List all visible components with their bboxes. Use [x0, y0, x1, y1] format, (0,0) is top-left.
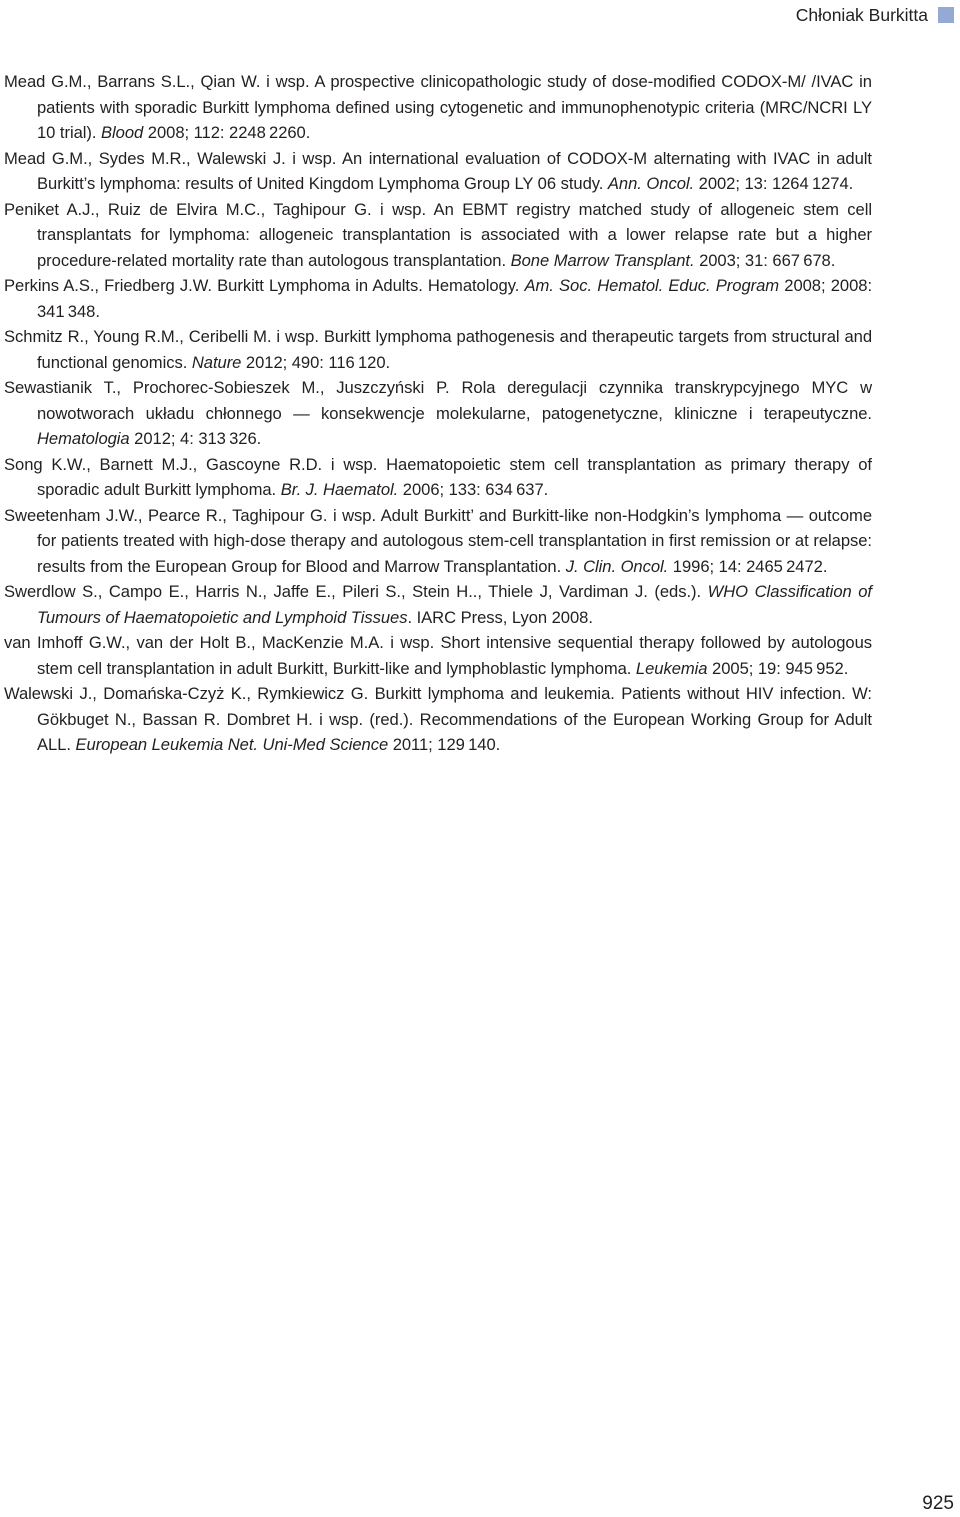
reference-italic-text: Ann.: [607, 174, 642, 193]
page-number: 925: [922, 1493, 954, 1514]
reference-text: Peniket A.J., Ruiz de Elvira M.C., Taghipour G. i wsp. An EBMT registry matched study of allogeneic stem cell transplantats for lymphoma: allogeneic transplantation is associated with a lower relapse rate but a higher procedure-related mortality rate than autologous transplantation.: [4, 199, 872, 270]
reference-text: 2005; 19: 945 952.: [707, 658, 849, 678]
reference-item: [4, 146, 872, 197]
reference-italic-text: WHO Classification of Tumours of Haematopoietic and Lymphoid Tissues: [37, 582, 872, 627]
reference-text: Swerdlow S., Campo E., Harris N., Jaffe E., Pileri S., Stein H.., Thiele J, Vardiman J. (eds.).: [4, 582, 708, 601]
reference-text: 2003; 31: 667 678.: [694, 250, 836, 270]
reference-text: Schmitz R., Young R.M., Ceribelli M. i wsp. Burkitt lymphoma pathogenesis and therapeutic targets from structural and functional genomics.: [4, 327, 872, 372]
reference-text: 1996; 14: 2465 2472.: [668, 556, 828, 576]
reference-italic-text: Blood: [101, 123, 144, 142]
reference-item: [4, 503, 872, 580]
reference-text: 2006; 133: 634 637.: [398, 480, 549, 499]
header-square-icon: [938, 7, 954, 23]
reference-italic-text: Hematologia: [37, 429, 130, 448]
reference-italic-text: Br. J. Haematol.: [280, 480, 399, 499]
reference-item: [4, 273, 872, 324]
reference-text: 2011; 129 140.: [388, 735, 501, 754]
reference-italic-text: Oncol.: [646, 174, 695, 193]
reference-italic-text: European Leukemia Net. Uni-Med Science: [75, 735, 389, 754]
reference-text: 2008; 112: 2248 2260.: [143, 123, 311, 142]
reference-text: van Imhoff G.W., van der Holt B., MacKenzie M.A. i wsp. Short intensive sequential therapy followed by autologous stem cell transplantation in adult Burkitt, Burkitt-like and lymphoblastic lymphoma.: [4, 633, 872, 678]
reference-list: [4, 69, 872, 758]
reference-item: [4, 375, 872, 452]
reference-italic-text: Leukemia: [635, 658, 708, 678]
reference-text: Mead G.M., Barrans S.L., Qian W. i wsp. A prospective clinicopathologic study of dose-modified CODOX-M/ /IVAC in patients with sporadic Burkitt lymphoma defined using cytogenetic and immunophenotypic criteria (MRC/NCRI LY 10 trial).: [4, 72, 872, 142]
reference-italic-text: Nature: [191, 352, 242, 372]
reference-italic-text: Bone Marrow Transplant.: [510, 250, 695, 270]
reference-text: Mead G.M., Sydes M.R., Walewski J. i wsp. An international evaluation of CODOX-M alternating with IVAC in adult Burkitt’s lymphoma: results of United Kingdom Lymphoma Group LY 06 study.: [4, 148, 872, 193]
reference-item: [4, 197, 872, 274]
running-header-title: Chłoniak Burkitta: [795, 5, 928, 25]
reference-text: 2008; 2008: 341 348.: [37, 276, 873, 321]
reference-item: [4, 579, 872, 630]
reference-text: Perkins A.S., Friedberg J.W. Burkitt Lymphoma in Adults. Hematology.: [4, 276, 525, 295]
reference-item: [4, 69, 872, 146]
running-header: [796, 4, 954, 26]
reference-italic-text: Am. Soc. Hematol. Educ. Program: [524, 276, 780, 295]
reference-item: [4, 452, 872, 503]
reference-text: 2002; 13: 1264 1274.: [694, 174, 854, 193]
reference-item: [4, 681, 872, 758]
reference-text: Sweetenham J.W., Pearce R., Taghipour G. i wsp. Adult Burkitt’ and Burkitt-like non-Hodgkin’s lymphoma — outcome for patients treated with high-dose therapy and autologous stem-cell transplantation in first remission or at relapse: results from the European Group for Blood and Marrow Transplantation.: [4, 505, 872, 576]
reference-text: Walewski J., Domańska-Czyż K., Rymkiewicz G. Burkitt lymphoma and leukemia. Patients without HIV infection. W: Gökbuget N., Bassan R. Dombret H. i wsp. (red.). Recommendations of the European Working Group for Adult ALL.: [4, 684, 872, 754]
reference-text: Sewastianik T., Prochorec-Sobieszek M., Juszczyński P. Rola deregulacji czynnika transkrypcyjnego MYC w nowotworach układu chłonnego — konsekwencje molekularne, patogenetyczne, kliniczne i terapeutyczne.: [4, 378, 872, 423]
reference-item: [4, 630, 872, 681]
reference-text: Song K.W., Barnett M.J., Gascoyne R.D. i wsp. Haematopoietic stem cell transplantation as primary therapy of sporadic adult Burkitt lymphoma.: [4, 454, 872, 499]
reference-italic-text: J. Clin. Oncol.: [565, 556, 669, 576]
reference-text: 2012; 490: 116 120.: [241, 352, 391, 372]
reference-text: . IARC Press, Lyon 2008.: [407, 607, 593, 627]
reference-text: 2012; 4: 313 326.: [129, 429, 262, 448]
reference-item: [4, 324, 872, 375]
